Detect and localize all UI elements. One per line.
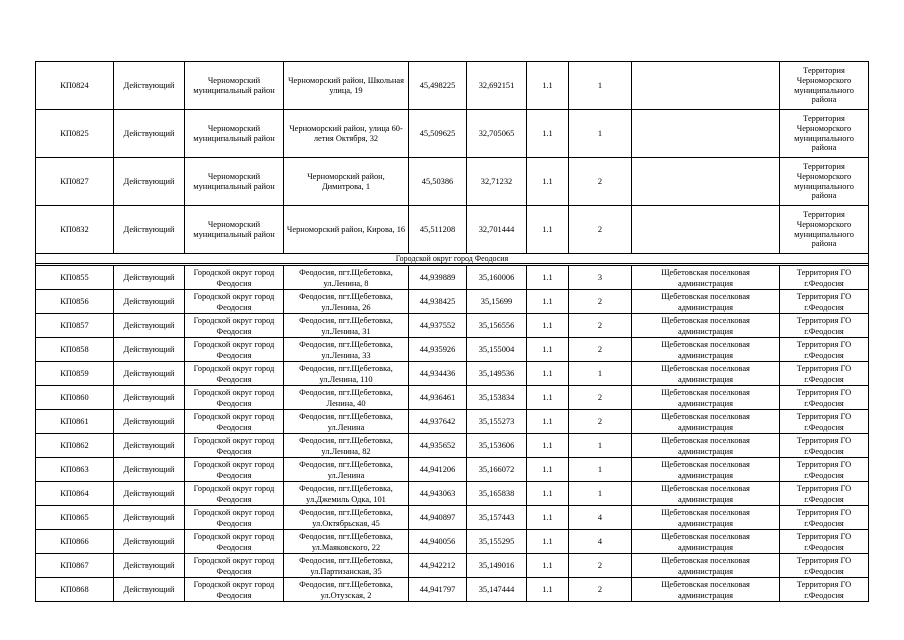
status-cell: Действующий — [114, 458, 185, 482]
type-cell: 1.1 — [527, 266, 569, 290]
municipality-cell: Городской округ город Феодосия — [185, 482, 284, 506]
table-row — [36, 266, 869, 290]
administration-cell — [632, 110, 780, 158]
latitude-cell: 45,511208 — [409, 206, 467, 254]
status-cell: Действующий — [114, 554, 185, 578]
address-cell: Черноморский район, Димитрова, 1 — [284, 158, 409, 206]
table-body — [36, 62, 869, 602]
administration-cell: Щебетовская поселковая администрация — [632, 290, 780, 314]
type-cell: 1.1 — [527, 506, 569, 530]
latitude-cell: 44,940897 — [409, 506, 467, 530]
municipality-cell: Черноморский муниципальный район — [185, 158, 284, 206]
status-cell: Действующий — [114, 206, 185, 254]
longitude-cell: 32,71232 — [467, 158, 527, 206]
type-cell: 1.1 — [527, 206, 569, 254]
count-cell: 4 — [569, 506, 632, 530]
address-cell: Феодосия, пгт.Щебетовка, ул.Партизанская, 35 — [284, 554, 409, 578]
count-cell: 1 — [569, 62, 632, 110]
table-row — [36, 530, 869, 554]
id-cell: КП0827 — [36, 158, 114, 206]
latitude-cell: 45,509625 — [409, 110, 467, 158]
longitude-cell: 35,155004 — [467, 338, 527, 362]
type-cell: 1.1 — [527, 482, 569, 506]
id-cell: КП0865 — [36, 506, 114, 530]
status-cell: Действующий — [114, 314, 185, 338]
longitude-cell: 35,155273 — [467, 410, 527, 434]
address-cell: Феодосия, пгт.Щебетовка, ул.Маяковского, 22 — [284, 530, 409, 554]
table-row — [36, 62, 869, 110]
municipality-cell: Черноморский муниципальный район — [185, 206, 284, 254]
longitude-cell: 35,147444 — [467, 578, 527, 602]
type-cell: 1.1 — [527, 110, 569, 158]
id-cell: КП0858 — [36, 338, 114, 362]
status-cell: Действующий — [114, 410, 185, 434]
administration-cell: Щебетовская поселковая администрация — [632, 314, 780, 338]
section-title: Городской округ город Феодосия — [36, 254, 869, 264]
territory-cell: Территория ГО г.Феодосия — [780, 434, 869, 458]
count-cell: 4 — [569, 530, 632, 554]
administration-cell: Щебетовская поселковая администрация — [632, 410, 780, 434]
territory-cell: Территория ГО г.Феодосия — [780, 554, 869, 578]
administration-cell: Щебетовская поселковая администрация — [632, 386, 780, 410]
status-cell: Действующий — [114, 434, 185, 458]
table-row — [36, 410, 869, 434]
id-cell: КП0824 — [36, 62, 114, 110]
latitude-cell: 44,936461 — [409, 386, 467, 410]
id-cell: КП0866 — [36, 530, 114, 554]
municipality-cell: Городской округ город Феодосия — [185, 530, 284, 554]
administration-cell: Щебетовская поселковая администрация — [632, 362, 780, 386]
territory-cell: Территория ГО г.Феодосия — [780, 530, 869, 554]
administration-cell — [632, 206, 780, 254]
latitude-cell: 44,939889 — [409, 266, 467, 290]
municipality-cell: Городской округ город Феодосия — [185, 338, 284, 362]
section-header-row — [36, 254, 869, 264]
address-cell: Феодосия, пгт.Щебетовка, ул.Ленина, 82 — [284, 434, 409, 458]
latitude-cell: 44,940056 — [409, 530, 467, 554]
type-cell: 1.1 — [527, 554, 569, 578]
table-row — [36, 482, 869, 506]
count-cell: 2 — [569, 314, 632, 338]
type-cell: 1.1 — [527, 434, 569, 458]
longitude-cell: 35,153834 — [467, 386, 527, 410]
longitude-cell: 35,157443 — [467, 506, 527, 530]
type-cell: 1.1 — [527, 314, 569, 338]
id-cell: КП0860 — [36, 386, 114, 410]
table-row — [36, 554, 869, 578]
longitude-cell: 35,156556 — [467, 314, 527, 338]
latitude-cell: 44,938425 — [409, 290, 467, 314]
address-cell: Феодосия, пгт.Щебетовка, ул.Ленина, 33 — [284, 338, 409, 362]
id-cell: КП0856 — [36, 290, 114, 314]
id-cell: КП0861 — [36, 410, 114, 434]
longitude-cell: 35,153606 — [467, 434, 527, 458]
latitude-cell: 44,941797 — [409, 578, 467, 602]
longitude-cell: 35,15699 — [467, 290, 527, 314]
latitude-cell: 45,50386 — [409, 158, 467, 206]
territory-cell: Территория ГО г.Феодосия — [780, 578, 869, 602]
territory-cell: Территория Черноморского муниципального района — [780, 62, 869, 110]
address-cell: Феодосия, пгт.Щебетовка, ул.Ленина, 8 — [284, 266, 409, 290]
municipality-cell: Черноморский муниципальный район — [185, 62, 284, 110]
status-cell: Действующий — [114, 506, 185, 530]
latitude-cell: 44,942212 — [409, 554, 467, 578]
latitude-cell: 44,937642 — [409, 410, 467, 434]
id-cell: КП0868 — [36, 578, 114, 602]
territory-cell: Территория ГО г.Феодосия — [780, 314, 869, 338]
municipality-cell: Городской округ город Феодосия — [185, 578, 284, 602]
id-cell: КП0859 — [36, 362, 114, 386]
count-cell: 2 — [569, 206, 632, 254]
administration-cell: Щебетовская поселковая администрация — [632, 578, 780, 602]
count-cell: 1 — [569, 362, 632, 386]
municipality-cell: Городской округ город Феодосия — [185, 554, 284, 578]
status-cell: Действующий — [114, 290, 185, 314]
type-cell: 1.1 — [527, 578, 569, 602]
count-cell: 2 — [569, 410, 632, 434]
administration-cell: Щебетовская поселковая администрация — [632, 530, 780, 554]
table-row — [36, 458, 869, 482]
count-cell: 2 — [569, 158, 632, 206]
table-row — [36, 314, 869, 338]
longitude-cell: 32,692151 — [467, 62, 527, 110]
type-cell: 1.1 — [527, 458, 569, 482]
territory-cell: Территория ГО г.Феодосия — [780, 506, 869, 530]
table-row — [36, 578, 869, 602]
municipality-cell: Городской округ город Феодосия — [185, 290, 284, 314]
longitude-cell: 32,701444 — [467, 206, 527, 254]
type-cell: 1.1 — [527, 386, 569, 410]
municipality-cell: Городской округ город Феодосия — [185, 434, 284, 458]
latitude-cell: 45,498225 — [409, 62, 467, 110]
administration-cell — [632, 62, 780, 110]
table-row — [36, 206, 869, 254]
municipality-cell: Городской округ город Феодосия — [185, 314, 284, 338]
longitude-cell: 35,165838 — [467, 482, 527, 506]
territory-cell: Территория Черноморского муниципального района — [780, 110, 869, 158]
registry-table — [35, 61, 869, 602]
id-cell: КП0825 — [36, 110, 114, 158]
type-cell: 1.1 — [527, 290, 569, 314]
id-cell: КП0857 — [36, 314, 114, 338]
count-cell: 2 — [569, 554, 632, 578]
latitude-cell: 44,941206 — [409, 458, 467, 482]
municipality-cell: Городской округ город Феодосия — [185, 410, 284, 434]
type-cell: 1.1 — [527, 158, 569, 206]
municipality-cell: Городской округ город Феодосия — [185, 386, 284, 410]
count-cell: 2 — [569, 338, 632, 362]
type-cell: 1.1 — [527, 362, 569, 386]
table-row — [36, 434, 869, 458]
id-cell: КП0867 — [36, 554, 114, 578]
count-cell: 2 — [569, 578, 632, 602]
status-cell: Действующий — [114, 266, 185, 290]
address-cell: Феодосия, пгт.Щебетовка, ул.Отузская, 2 — [284, 578, 409, 602]
address-cell: Феодосия, пгт.Щебетовка, ул.Октябрьская, 45 — [284, 506, 409, 530]
address-cell: Феодосия, пгт.Щебетовка, ул.Ленина, 110 — [284, 362, 409, 386]
address-cell: Феодосия, пгт.Щебетовка, ул.Ленина — [284, 458, 409, 482]
administration-cell: Щебетовская поселковая администрация — [632, 338, 780, 362]
count-cell: 2 — [569, 290, 632, 314]
administration-cell: Щебетовская поселковая администрация — [632, 266, 780, 290]
type-cell: 1.1 — [527, 338, 569, 362]
municipality-cell: Городской округ город Феодосия — [185, 362, 284, 386]
count-cell: 1 — [569, 434, 632, 458]
id-cell: КП0832 — [36, 206, 114, 254]
address-cell: Черноморский район, Школьная улица, 19 — [284, 62, 409, 110]
table-row — [36, 290, 869, 314]
status-cell: Действующий — [114, 158, 185, 206]
municipality-cell: Черноморский муниципальный район — [185, 110, 284, 158]
table-row — [36, 362, 869, 386]
address-cell: Феодосия, пгт.Щебетовка, ул.Ленина — [284, 410, 409, 434]
longitude-cell: 35,155295 — [467, 530, 527, 554]
longitude-cell: 35,160006 — [467, 266, 527, 290]
territory-cell: Территория ГО г.Феодосия — [780, 482, 869, 506]
latitude-cell: 44,934436 — [409, 362, 467, 386]
municipality-cell: Городской округ город Феодосия — [185, 506, 284, 530]
table-row — [36, 386, 869, 410]
status-cell: Действующий — [114, 482, 185, 506]
administration-cell: Щебетовская поселковая администрация — [632, 458, 780, 482]
address-cell: Феодосия, пгт.Щебетовка, Ленина, 40 — [284, 386, 409, 410]
territory-cell: Территория ГО г.Феодосия — [780, 362, 869, 386]
administration-cell — [632, 158, 780, 206]
id-cell: КП0863 — [36, 458, 114, 482]
latitude-cell: 44,935652 — [409, 434, 467, 458]
table-row — [36, 110, 869, 158]
status-cell: Действующий — [114, 530, 185, 554]
administration-cell: Щебетовская поселковая администрация — [632, 554, 780, 578]
id-cell: КП0862 — [36, 434, 114, 458]
territory-cell: Территория ГО г.Феодосия — [780, 410, 869, 434]
latitude-cell: 44,935926 — [409, 338, 467, 362]
address-cell: Феодосия, пгт.Щебетовка, ул.Ленина, 31 — [284, 314, 409, 338]
id-cell: КП0855 — [36, 266, 114, 290]
latitude-cell: 44,943063 — [409, 482, 467, 506]
address-cell: Черноморский район, улица 60-летия Октября, 32 — [284, 110, 409, 158]
table-row — [36, 506, 869, 530]
territory-cell: Территория ГО г.Феодосия — [780, 386, 869, 410]
latitude-cell: 44,937552 — [409, 314, 467, 338]
municipality-cell: Городской округ город Феодосия — [185, 266, 284, 290]
count-cell: 3 — [569, 266, 632, 290]
territory-cell: Территория Черноморского муниципального района — [780, 206, 869, 254]
type-cell: 1.1 — [527, 62, 569, 110]
territory-cell: Территория ГО г.Феодосия — [780, 458, 869, 482]
longitude-cell: 35,149016 — [467, 554, 527, 578]
address-cell: Феодосия, пгт.Щебетовка, ул.Джемиль Одка, 101 — [284, 482, 409, 506]
administration-cell: Щебетовская поселковая администрация — [632, 434, 780, 458]
status-cell: Действующий — [114, 338, 185, 362]
longitude-cell: 35,149536 — [467, 362, 527, 386]
administration-cell: Щебетовская поселковая администрация — [632, 482, 780, 506]
count-cell: 1 — [569, 110, 632, 158]
type-cell: 1.1 — [527, 530, 569, 554]
status-cell: Действующий — [114, 110, 185, 158]
type-cell: 1.1 — [527, 410, 569, 434]
status-cell: Действующий — [114, 62, 185, 110]
count-cell: 1 — [569, 482, 632, 506]
id-cell: КП0864 — [36, 482, 114, 506]
administration-cell: Щебетовская поселковая администрация — [632, 506, 780, 530]
territory-cell: Территория Черноморского муниципального района — [780, 158, 869, 206]
territory-cell: Территория ГО г.Феодосия — [780, 290, 869, 314]
table-row — [36, 158, 869, 206]
count-cell: 2 — [569, 386, 632, 410]
status-cell: Действующий — [114, 578, 185, 602]
longitude-cell: 35,166072 — [467, 458, 527, 482]
territory-cell: Территория ГО г.Феодосия — [780, 338, 869, 362]
territory-cell: Территория ГО г.Феодосия — [780, 266, 869, 290]
address-cell: Феодосия, пгт.Щебетовка, ул.Ленина, 26 — [284, 290, 409, 314]
municipality-cell: Городской округ город Феодосия — [185, 458, 284, 482]
status-cell: Действующий — [114, 362, 185, 386]
longitude-cell: 32,705065 — [467, 110, 527, 158]
status-cell: Действующий — [114, 386, 185, 410]
table-row — [36, 338, 869, 362]
count-cell: 1 — [569, 458, 632, 482]
address-cell: Черноморский район, Кирова, 16 — [284, 206, 409, 254]
